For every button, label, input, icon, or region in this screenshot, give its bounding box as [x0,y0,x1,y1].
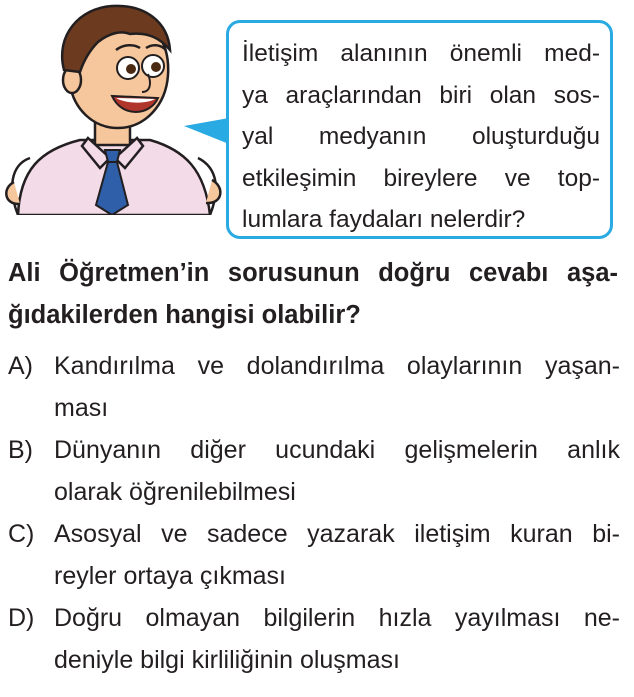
option-line: Kandırılma ve dolandırılma olaylarının yaşan- [54,352,620,380]
option-text [54,345,620,429]
bubble-text-line: lumlara faydaları nelerdir? [242,206,526,233]
option-letter: B) [8,436,33,464]
option-line: Asosyal ve sadece yazarak iletişim kuran bi- [54,520,620,548]
bubble-text-line: ya araçlarından biri olan sos- [242,81,600,109]
option-a[interactable] [8,345,620,429]
bubble-text-line: İletişim alanının önemli med- [242,40,600,67]
question-line: ğıdakilerden hangisi olabilir? [8,301,361,329]
option-line: olarak öğrenilebilmesi [54,478,296,506]
option-text [54,429,620,513]
option-letter: D) [8,604,35,632]
option-letter: A) [8,352,33,380]
option-line: deniyle bilgi kirliliğinin oluşması [54,646,400,674]
speech-bubble-tail [184,116,230,148]
answer-options [8,345,620,681]
bubble-text-line: etkileşimin bireylere ve top- [242,164,600,192]
bubble-text-line: yal medyanın oluşturduğu [242,123,600,150]
option-c[interactable] [8,513,620,597]
teacher-illustration [0,0,225,215]
question-line: Ali Öğretmen’in sorusunun doğru cevabı aşa- [8,259,618,287]
option-text [54,597,620,681]
option-line: ması [54,394,109,422]
option-b[interactable] [8,429,620,513]
option-letter: C) [8,520,35,548]
option-line: reyler ortaya çıkması [54,562,287,590]
option-line: Dünyanın diğer ucundaki gelişmelerin anlık [54,436,620,464]
question-stem [8,252,618,336]
option-text [54,513,620,597]
option-line: Doğru olmayan bilgilerin hızla yayılması ne- [54,604,620,632]
speech-bubble [226,20,613,239]
option-d[interactable] [8,597,620,681]
